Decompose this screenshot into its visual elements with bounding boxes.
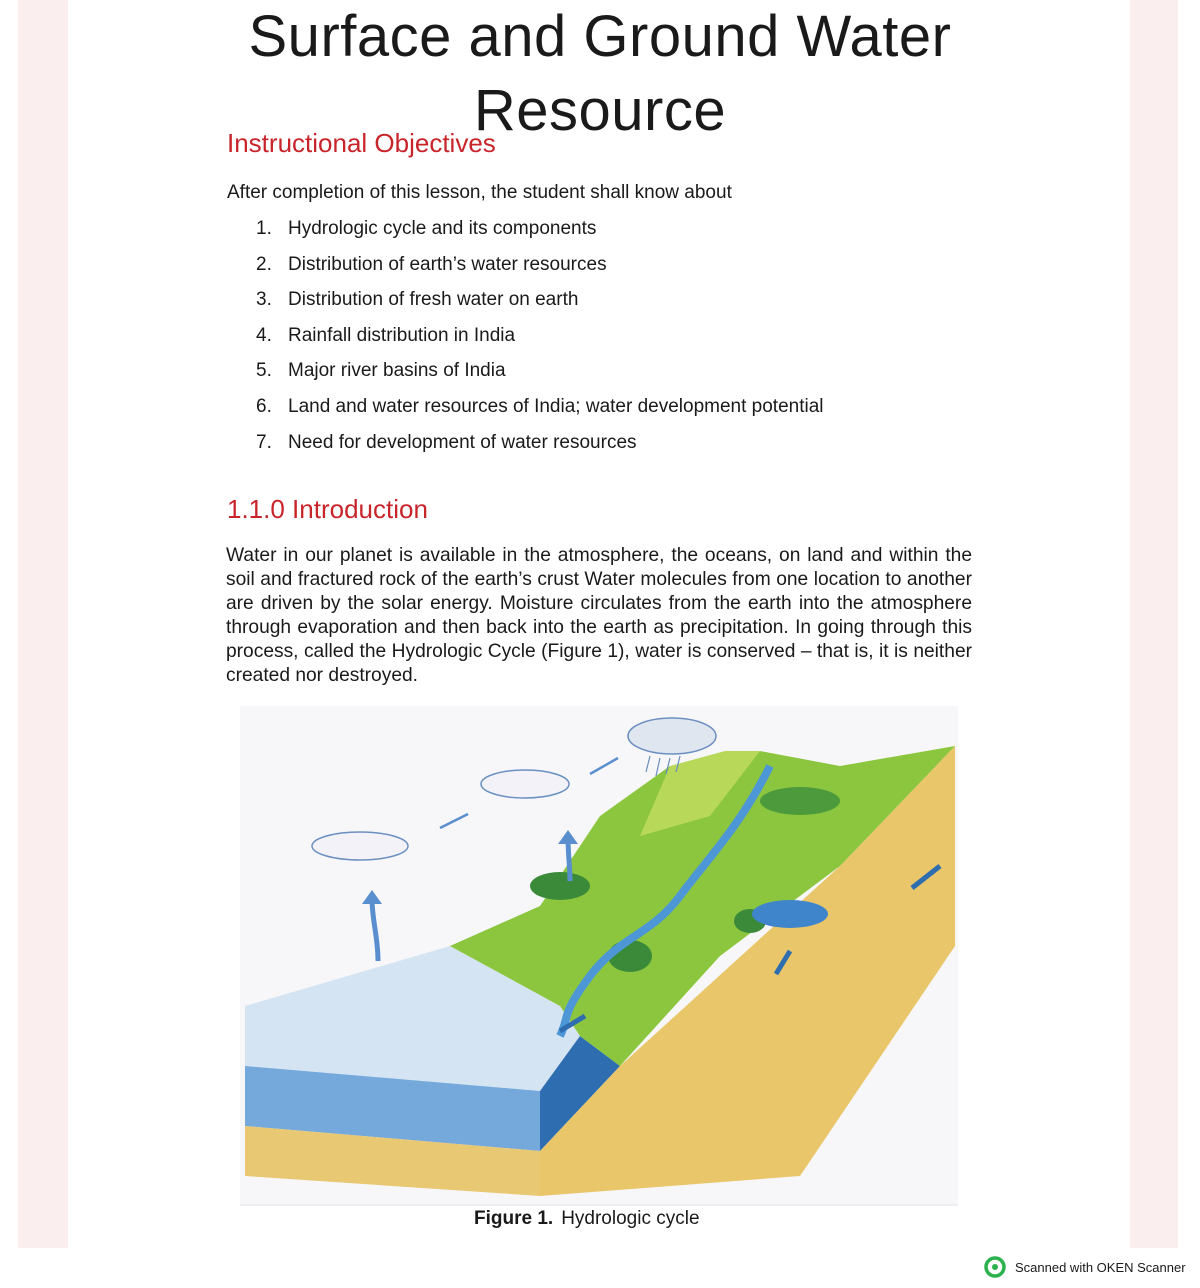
objective-text: Land and water resources of India; water development potential xyxy=(288,395,824,417)
introduction-paragraph: Water in our planet is available in the atmosphere, the oceans, on land and within the soil and fractured rock of the earth’s crust Water molecules from one location to another are driven by the solar energy. Moisture circulates from the earth into the atmosphere through evaporation and then back into the earth as precipitation. In going through this process, called the Hydrologic Cycle (Figure 1), water is conserved – that is, it is neither created nor destroyed. xyxy=(226,545,972,686)
forest-patch xyxy=(760,787,840,815)
objective-number: 6. xyxy=(256,395,272,417)
figure-label: Figure 1. xyxy=(474,1208,554,1229)
objective-number: 4. xyxy=(256,324,272,346)
objective-number: 7. xyxy=(256,431,272,453)
forest-patch xyxy=(608,940,652,972)
cloud xyxy=(481,770,569,798)
lake xyxy=(752,900,828,928)
figure-caption-text: Hydrologic cycle xyxy=(561,1208,700,1229)
objective-item xyxy=(256,218,824,254)
objective-text: Hydrologic cycle and its components xyxy=(288,218,597,239)
objective-item xyxy=(256,254,824,290)
objective-item xyxy=(256,325,824,361)
hydrologic-cycle-figure xyxy=(240,706,958,1206)
objective-text: Distribution of earth’s water resources xyxy=(288,253,607,275)
objective-text: Distribution of fresh water on earth xyxy=(288,289,579,311)
objective-number: 2. xyxy=(256,253,272,275)
objective-number: 1. xyxy=(256,218,272,239)
objective-number: 5. xyxy=(256,360,272,382)
objectives-list xyxy=(256,218,824,467)
hydrologic-cycle-illustration xyxy=(240,706,958,1206)
objective-item xyxy=(256,432,824,468)
objectives-heading: Instructional Objectives xyxy=(227,128,496,158)
cloud xyxy=(312,832,408,860)
objectives-intro: After completion of this lesson, the student shall know about xyxy=(227,182,732,203)
introduction-heading: 1.1.0 Introduction xyxy=(227,494,428,524)
objective-text: Major river basins of India xyxy=(288,360,506,382)
figure-caption xyxy=(474,1208,700,1230)
objective-number: 3. xyxy=(256,289,272,311)
objective-item xyxy=(256,289,824,325)
objective-text: Need for development of water resources xyxy=(288,431,637,453)
objective-text: Rainfall distribution in India xyxy=(288,324,516,346)
title-line-2: Resource xyxy=(473,78,727,143)
oken-scanner-logo-icon xyxy=(984,1256,1006,1278)
forest-patch xyxy=(530,872,590,900)
objective-item xyxy=(256,360,824,396)
scanner-text: Scanned with OKEN Scanner xyxy=(1015,1259,1186,1275)
title-line-1: Surface and Ground Water xyxy=(248,4,952,69)
scanner-watermark xyxy=(984,1256,1186,1278)
objective-item xyxy=(256,396,824,432)
rain-cloud xyxy=(628,718,716,754)
document-title xyxy=(150,0,1050,148)
